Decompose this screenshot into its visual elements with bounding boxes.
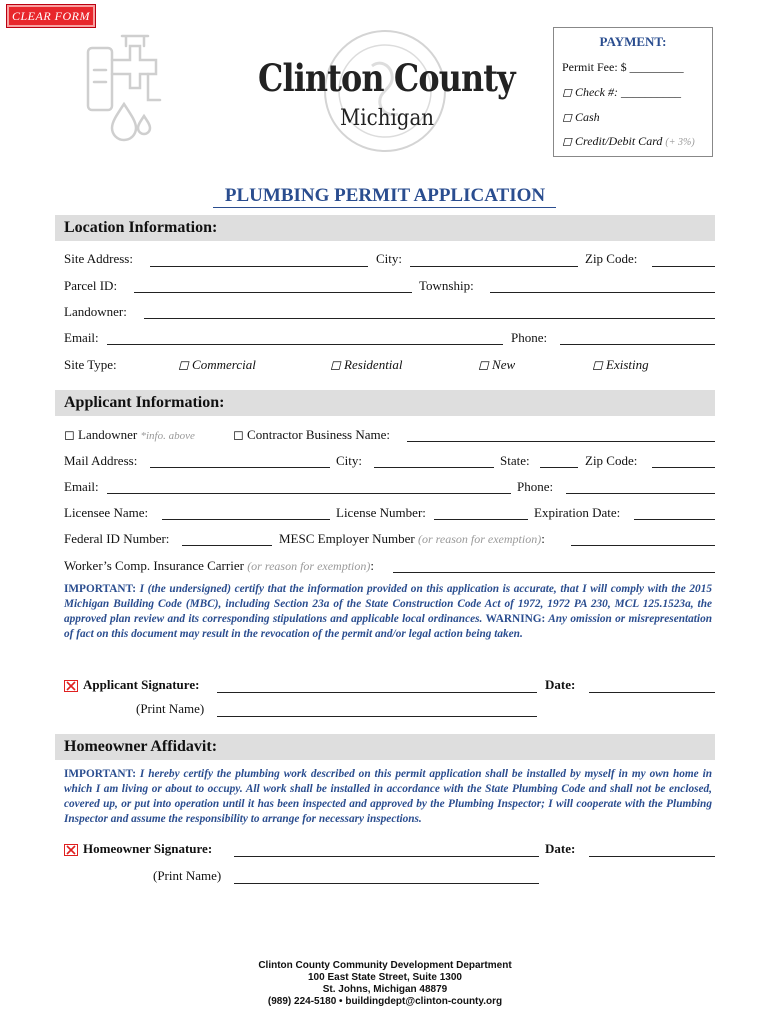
contractor-input[interactable] <box>407 441 715 442</box>
card-fee-note: (+ 3%) <box>665 137 695 148</box>
workers-comp-label-group: Worker’s Comp. Insurance Carrier (or reason for exemption): <box>64 558 375 573</box>
mesc-note: (or reason for exemption) <box>418 532 542 546</box>
location-zip-label: Zip Code: <box>585 251 638 266</box>
township-label: Township: <box>419 278 474 293</box>
homeowner-heading: Homeowner Affidavit: <box>64 738 218 755</box>
parcel-id-input[interactable] <box>134 292 412 293</box>
important-text: I (the undersigned) certify that the information provided on this application is accurate, that I will comply with the 2015 Michigan Building Code (MBC), including Section 23a of the State Construction Code Act of 1972, 1972 PA 230, MCL 125.1523a, the approved plan review and its corresponding stipulations and applicable local ordinances. <box>64 583 712 625</box>
licensee-name-label: Licensee Name: <box>64 505 149 520</box>
mesc-input[interactable] <box>571 545 715 546</box>
applicant-heading: Applicant Information: <box>64 394 225 411</box>
cash-option[interactable]: ◻ Cash <box>562 110 600 124</box>
cash-label: Cash <box>574 110 600 124</box>
location-heading: Location Information: <box>64 219 218 236</box>
new-checkbox[interactable]: ◻ New <box>478 357 516 372</box>
contractor-label: Contractor Business Name: <box>247 427 391 442</box>
footer-line-1: Clinton County Community Development Department <box>258 960 512 971</box>
card-label: Credit/Debit Card <box>574 134 663 148</box>
brand-subtitle: Michigan <box>340 106 435 131</box>
mail-address-label: Mail Address: <box>64 453 138 468</box>
applicant-zip-label: Zip Code: <box>585 453 638 468</box>
applicant-phone-input[interactable] <box>566 493 715 494</box>
card-option[interactable]: ◻ Credit/Debit Card (+ 3%) <box>562 134 695 148</box>
mail-address-input[interactable] <box>150 467 330 468</box>
applicant-date-label: Date: <box>545 677 576 692</box>
landowner-input[interactable] <box>144 318 715 319</box>
applicant-section-header <box>55 390 715 416</box>
workers-comp-note: (or reason for exemption) <box>247 559 371 573</box>
payment-box <box>553 27 713 157</box>
township-input[interactable] <box>490 292 715 293</box>
state-input[interactable] <box>540 467 578 468</box>
applicant-landowner-label: Landowner <box>78 427 138 442</box>
clear-form-button[interactable]: CLEAR FORM <box>6 4 96 28</box>
parcel-id-label: Parcel ID: <box>64 278 118 293</box>
site-type-label: Site Type: <box>64 357 117 372</box>
homeowner-print-name-input[interactable] <box>234 883 539 884</box>
landowner-note: *info. above <box>140 430 195 442</box>
brand-title: Clinton County <box>258 56 515 100</box>
important-label: IMPORTANT: <box>64 583 136 595</box>
mesc-label-group: MESC Employer Number (or reason for exemption): <box>279 531 545 546</box>
homeowner-signature-label: Homeowner Signature: <box>83 841 213 856</box>
applicant-email-input[interactable] <box>107 493 511 494</box>
location-email-input[interactable] <box>107 344 503 345</box>
location-city-label: City: <box>376 251 403 266</box>
title-underline <box>213 207 556 208</box>
homeowner-important-label: IMPORTANT: <box>64 768 136 780</box>
applicant-certification <box>64 582 712 642</box>
applicant-signature-input[interactable] <box>217 692 537 693</box>
applicant-city-input[interactable] <box>374 467 494 468</box>
license-number-label: License Number: <box>336 505 426 520</box>
warning-text: Any omission or misrepresentation of fact on this document may result in the revocation of the permit and/or legal action being taken. <box>64 613 712 640</box>
applicant-print-name-label: (Print Name) <box>136 701 205 716</box>
federal-id-label: Federal ID Number: <box>64 531 170 546</box>
homeowner-print-name-label: (Print Name) <box>153 868 222 883</box>
check-option[interactable]: ◻ Check #: __________ <box>562 85 681 99</box>
site-address-input[interactable] <box>150 266 368 267</box>
plumbing-icon <box>86 30 164 148</box>
warning-label: WARNING: <box>485 613 546 625</box>
existing-checkbox[interactable]: ◻ Existing <box>592 357 649 372</box>
check-label: Check #: __________ <box>574 85 681 99</box>
applicant-landowner-checkbox[interactable]: ◻ Landowner *info. above <box>64 427 195 442</box>
homeowner-date-label: Date: <box>545 841 576 856</box>
footer-line-2: 100 East State Street, Suite 1300 <box>308 972 462 983</box>
location-email-label: Email: <box>64 330 99 345</box>
homeowner-important-text: I hereby certify the plumbing work described on this permit application shall be installed by myself in my own home in which I am living or about to occupy. All work shall be installed in accordance with the State Plumbing Code and shall not be enclosed, covered up, or put into operation until it has been inspected and approved by the Plumbing Inspector; I will cooperate with the Plumbing Inspector and assume the responsibility to arrange for necessary inspections. <box>64 768 713 825</box>
license-number-input[interactable] <box>434 519 528 520</box>
footer-line-4: (989) 224-5180 • buildingdept@clinton-county.org <box>267 996 503 1007</box>
applicant-signature-label: Applicant Signature: <box>83 677 200 692</box>
workers-comp-input[interactable] <box>393 572 715 573</box>
location-phone-label: Phone: <box>511 330 548 345</box>
footer <box>0 960 770 1008</box>
applicant-print-name-input[interactable] <box>217 716 537 717</box>
federal-id-input[interactable] <box>182 545 272 546</box>
contractor-checkbox[interactable]: ◻ Contractor Business Name: <box>233 427 391 442</box>
residential-checkbox[interactable]: ◻ Residential <box>330 357 403 372</box>
expiration-date-input[interactable] <box>634 519 715 520</box>
homeowner-section-header <box>55 734 715 760</box>
mesc-label: MESC Employer Number <box>279 531 415 546</box>
commercial-label: Commercial <box>192 357 256 372</box>
homeowner-signature-flag-icon <box>64 843 78 861</box>
applicant-date-input[interactable] <box>589 692 715 693</box>
payment-title: PAYMENT: <box>599 34 667 49</box>
new-label: New <box>492 357 516 372</box>
existing-label: Existing <box>606 357 649 372</box>
permit-fee-field[interactable]: Permit Fee: $ _________ <box>562 60 684 74</box>
applicant-signature-flag-icon <box>64 679 78 697</box>
licensee-name-input[interactable] <box>162 519 330 520</box>
homeowner-date-input[interactable] <box>589 856 715 857</box>
workers-comp-label: Worker’s Comp. Insurance Carrier <box>64 558 244 573</box>
residential-label: Residential <box>344 357 403 372</box>
site-address-label: Site Address: <box>64 251 133 266</box>
applicant-zip-input[interactable] <box>652 467 715 468</box>
homeowner-signature-input[interactable] <box>234 856 539 857</box>
applicant-email-label: Email: <box>64 479 99 494</box>
applicant-phone-label: Phone: <box>517 479 554 494</box>
footer-line-3: St. Johns, Michigan 48879 <box>322 984 448 995</box>
commercial-checkbox[interactable]: ◻ Commercial <box>178 357 256 372</box>
page-title: PLUMBING PERMIT APPLICATION <box>224 185 546 206</box>
landowner-label: Landowner: <box>64 304 127 319</box>
expiration-date-label: Expiration Date: <box>534 505 621 520</box>
applicant-city-label: City: <box>336 453 363 468</box>
homeowner-certification <box>64 767 712 827</box>
location-zip-input[interactable] <box>652 266 715 267</box>
location-section-header <box>55 215 715 241</box>
state-label: State: <box>500 453 530 468</box>
location-city-input[interactable] <box>410 266 578 267</box>
location-phone-input[interactable] <box>560 344 715 345</box>
